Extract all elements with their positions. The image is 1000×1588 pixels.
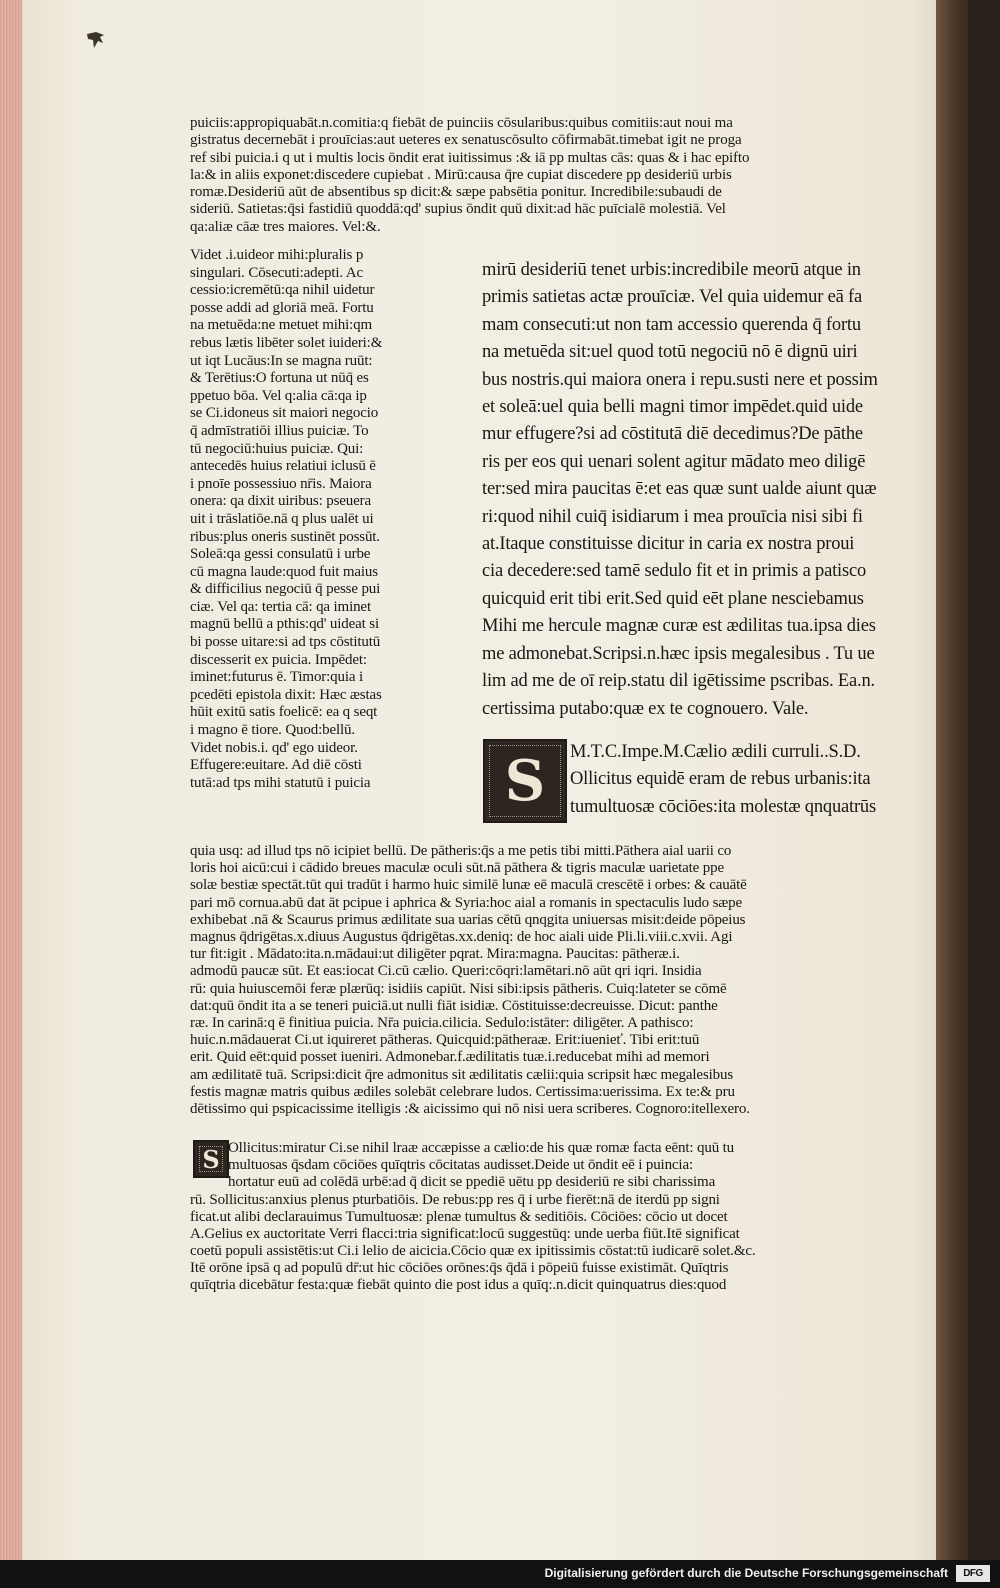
text-line: cessio:icremētū:qa nihil uidetur bbox=[190, 282, 375, 299]
text-line: coetū populi assistētis:ut Ci.i lelio de aicicia.Cōcio quæ ex ipitissimis cōstat:tū iudicarē solet.&c. bbox=[190, 1243, 756, 1259]
text-line: singulari. Cōsecuti:adepti. Ac bbox=[190, 264, 363, 281]
decorated-initial bbox=[483, 739, 567, 823]
text-line: Itē orōne ipsā q ad populū dr̄:ut hic cōciōes orōnes:q̄s q̄dā i pōpeiū fuisse existimāt. Quīqtris bbox=[190, 1260, 729, 1277]
text-line: uit i trāslatiōe.nā q plus ualēt ui bbox=[190, 510, 374, 527]
text-line: i magno ē tiore. Quod:bellū. bbox=[190, 722, 355, 739]
text-line: huic.n.mādauerat Ci.ut iquireret pātheras. Quicquid:pātheraæ. Erit:iuenieť. Tibi erit:tuū bbox=[190, 1032, 700, 1049]
letter-main-text bbox=[482, 257, 878, 723]
text-line: ciæ. Vel qa: tertia cā: qa iminet bbox=[190, 598, 371, 615]
text-line: me admonebat.Scripsi.n.hæc ipsis megalesibus . Tu ue bbox=[482, 643, 875, 664]
text-line: Videt .i.uideor mihi:pluralis p bbox=[190, 247, 364, 263]
text-line: ræ. In carinā:q ē finitiua puicia. Nr̄a puicia.cilicia. Sedulo:istāter: diligēter. A pathisco: bbox=[190, 1015, 694, 1032]
commentary-bottom-block bbox=[190, 843, 750, 1118]
text-line: et soleā:uel quia belli magni timor impēdet.quid uide bbox=[482, 397, 863, 418]
text-line: pari mō cornua.abū dat āt pcipue i aphrica & Syria:hoc aial a romanis in spectaculis ludo sæpe bbox=[190, 894, 742, 911]
text-line: lim ad me de oī reip.statu dil igētissime pscribas. Ea.n. bbox=[482, 671, 875, 692]
text-line: discesserit ex puicia. Impēdet: bbox=[190, 651, 367, 668]
text-line: certissima putabo:quæ ex te cognouero. Vale. bbox=[482, 698, 809, 719]
text-line: bi posse uitare:si ad tps cōstitutū bbox=[190, 634, 381, 651]
text-line: ter:sed mira paucitas ē:et eas quæ sunt ualde aiunt quæ bbox=[482, 479, 877, 500]
text-line: erit. Quid eēt:quid posset iueniri. Admonebar.f.ædilitatis tuæ.i.reducebat mihi ad memori bbox=[190, 1049, 710, 1066]
text-line: magnus q̄drigētas.x.diuus Augustus q̄drigētas.xx.deniq: de hoc aiali uide Pli.li.viii.c.xvii. Agi bbox=[190, 929, 733, 946]
footer-credit: Digitalisierung gefördert durch die Deutsche Forschungsgemeinschaft bbox=[544, 1566, 948, 1580]
text-line: ref sibi puicia.i q ut i multis locis ōndit erat iuitissimus :& iā pp multas cās: quas & i hac epifto bbox=[190, 149, 750, 166]
text-line: antecedēs huius relatiui iclusū ē bbox=[190, 458, 376, 475]
text-line: na metuēda sit:uel quod totū negociū nō ē dignū uiri bbox=[482, 342, 858, 363]
commentary-left-column bbox=[190, 247, 382, 792]
commentary-top-block bbox=[190, 115, 749, 236]
commentary-second-letter bbox=[190, 1140, 740, 1243]
text-line: pcedēti epistola dixit: Hæc æstas bbox=[190, 686, 382, 703]
text-line: Ollicitus equidē eram de rebus urbanis:ita bbox=[570, 769, 871, 790]
text-line: rū. Sollicitus:anxius plenus pturbatiōis. De rebus:pp res q̄ i urbe fierēt:nā de iterdū pp signi bbox=[190, 1191, 720, 1208]
text-line: qa:aliæ cāæ tres maiores. Vel:&. bbox=[190, 218, 381, 235]
text-line: cia decedere:sed tamē sedulo fit et in primis a patisco bbox=[482, 561, 867, 582]
text-line: ri:quod nihil cuiq̄ isidiarum i mea prouīcia nisi sibi fi bbox=[482, 506, 863, 527]
text-line: la:& in aliis exponet:discedere cupiebat . Mirū:causa q̄re cupiat discedere pp desideriū urbis bbox=[190, 166, 732, 183]
text-line: ribus:plus oneris sustinēt possūt. bbox=[190, 528, 380, 545]
text-line: loris hoi aicū:cui i cādido breues maculæ oculi sūt.nā pāthera & tigris maculæ uarietate ppe bbox=[190, 860, 724, 877]
text-line: cū magna laude:quod fuit maius bbox=[190, 563, 378, 580]
text-line: sideriū. Satietas:q̄si fastidiū quoddā:qd' supius ōndit quū dixit:ad hāc puīcialē molestiā. Vel bbox=[190, 201, 726, 218]
decorated-initial-small bbox=[193, 1140, 229, 1178]
text-line: Mihi me hercule magnæ curæ est ædilitas tua.ipsa dies bbox=[482, 616, 876, 637]
text-line: i pnoīe possessiuo nr̄is. Maiora bbox=[190, 475, 372, 492]
dfg-logo: DFG bbox=[956, 1565, 990, 1582]
text-line: onera: qa dixit uiribus: pseuera bbox=[190, 493, 371, 510]
commentary-tail bbox=[190, 1243, 755, 1295]
text-line: & difficilius negociū q̄ pesse pui bbox=[190, 581, 381, 598]
text-line: festis magnæ matris quibus ædiles solebāt celebrare ludos. Certissima:uerissima. Ex te:& pru bbox=[190, 1083, 735, 1100]
text-line: admodū paucæ sūt. Et eas:iocat Ci.cū cælio. Queri:cōqri:lamētari.nō aūt qri iqri. Insidia bbox=[190, 963, 702, 980]
text-line: bus nostris.qui maiora onera i repu.susti nere et possim bbox=[482, 369, 878, 390]
text-line: multuosas q̄sdam cōciōes quīqtris cōcitatas audisset.Deide ut ōndit eē i puincia: bbox=[228, 1157, 693, 1174]
text-line: Soleā:qa gessi consulatū i urbe bbox=[190, 546, 371, 563]
text-line: ut iqt Lucāus:In se magna ruūt: bbox=[190, 352, 373, 369]
text-line: am ædilitatē tuā. Scripsi:dicit q̄re admonitus sit ædilitatis cælii:quia scripsit hæc megalesibus bbox=[190, 1066, 734, 1083]
text-line: se Ci.idoneus sit maiori negocio bbox=[190, 405, 379, 422]
text-line: mur effugere?si ad cōstitutā diē decedimus?De pāthe bbox=[482, 424, 863, 445]
text-line: tutā:ad tps mihi statutū i puicia bbox=[190, 774, 371, 791]
text-line: Effugere:euitare. Ad diē cōsti bbox=[190, 757, 362, 774]
text-line: gistratus decernebāt i prouīcias:aut ueteres ex senatuscōsulto cōfirmabāt.timebat igit ne proga bbox=[190, 132, 742, 149]
letter-heading: M.T.C.Impe.M.Cælio ædili curruli..S.D. bbox=[570, 742, 861, 762]
initial-letter: S bbox=[504, 748, 546, 814]
text-line: quia usq: ad illud tps nō icipiet bellū. De pātheris:q̄s a me petis tibi mitti.Pāthera aial uarii co bbox=[190, 843, 732, 859]
text-line: rebus lætis libēter solet iuideri:& bbox=[190, 334, 383, 351]
ink-mark-icon bbox=[84, 28, 110, 52]
text-line: dat:quū ōndit ita a se teneri puiciā.ut nulli fiāt isidiæ. Cōstituisse:decreuisse. Dicut: panthe bbox=[190, 997, 718, 1014]
text-line: at.Itaque constituisse dicitur in caria ex nostra proui bbox=[482, 534, 855, 555]
text-line: Ollicitus:miratur Ci.se nihil lraæ accæpisse a cælio:de his quæ romæ facta eēnt: quū tu bbox=[228, 1140, 735, 1156]
text-line: posse addi ad gloriā meā. Fortu bbox=[190, 299, 374, 316]
text-line: quīqtria dicebātur festa:quæ fiebāt quinto die post idus a quīq:.n.dicit quinquatrus dies:quod bbox=[190, 1277, 727, 1294]
text-line: quicquid erit tibi erit.Sed quid eēt plane nesciebamus bbox=[482, 588, 864, 609]
letter-heading-block bbox=[570, 739, 876, 821]
text-line: magnū bellū a pthis:qd' uideat si bbox=[190, 616, 379, 633]
text-line: tū negociū:huius puiciæ. Qui: bbox=[190, 440, 364, 457]
page-edge-left bbox=[0, 0, 22, 1560]
text-line: primis satietas actæ prouīciæ. Vel quia uidemur eā fa bbox=[482, 287, 863, 308]
text-line: hortatur euū ad colēdā urbē:ad q̄ dicit se ppediē uētu pp desideriū re sibi charissima bbox=[228, 1174, 716, 1191]
text-line: rū: quia huiuscemōi feræ plærūq: isidiis capiūt. Nisi sibi:ipsis pātheris. Cuiq:lateter se cōmē bbox=[190, 980, 727, 997]
text-line: exhibebat .nā & Scaurus primus ædilitate sua uarias cētū qnqgita uniuersas misit:deide pōpeius bbox=[190, 911, 746, 928]
text-line: tur fit:igit . Mādato:ita.n.mādaui:ut diligēter pqrat. Mira:magna. Paucitas: pātheræ.i. bbox=[190, 946, 680, 963]
text-line: na metuēda:ne metuet mihi:qm bbox=[190, 317, 372, 334]
text-line: romæ.Desideriū aūt de absentibus sp dicit:& sæpe pabsētia ponitur. Incredibile:subaudi de bbox=[190, 184, 722, 201]
text-line: hūit exitū satis foelicē: ea q seqt bbox=[190, 704, 378, 721]
text-line: mirū desideriū tenet urbis:incredibile meorū atque in bbox=[482, 260, 861, 280]
text-line: q̄ admīstratiōi illius puiciæ. To bbox=[190, 422, 369, 439]
text-line: A.Gelius ex auctoritate Verri flacci:tria significat:locū suggestūq: unde uerba fiūt.Itē significat bbox=[190, 1226, 740, 1243]
text-line: mam consecuti:ut non tam accessio querenda q̄ fortu bbox=[482, 314, 861, 335]
text-line: solæ bestiæ spectāt.tūt qui tradūt i harmo huic similē lunæ eē maculā crescētē i orbes: & cauātē bbox=[190, 877, 747, 894]
text-line: iminet:futurus ē. Timor:quia i bbox=[190, 669, 364, 686]
text-line: puiciis:appropiquabāt.n.comitia:q fiebāt de puinciis cōsularibus:quibus comitiis:aut noui ma bbox=[190, 115, 733, 131]
book-gutter bbox=[936, 0, 968, 1560]
text-line: ris per eos qui uenari solent agitur mādato meo diligē bbox=[482, 451, 866, 472]
text-line: ppetuo bōa. Vel q:alia cā:qa ip bbox=[190, 387, 367, 404]
text-line: dētissimo qui pspicacissime itelligis :& aicissimo qui nō nisi uera scriberes. Cognoro:itellexero. bbox=[190, 1101, 750, 1118]
text-line: ficat.ut alibi declarauimus Tumultuosæ: plenæ tumultus & seditiōis. Cōciōes: cōcio ut docet bbox=[190, 1208, 728, 1225]
text-line: Videt nobis.i. qd' ego uideor. bbox=[190, 739, 358, 756]
text-line: tumultuosæ cōciōes:ita molestæ qnquatrūs bbox=[570, 796, 876, 817]
initial-letter: S bbox=[202, 1144, 220, 1174]
text-line: & Terētius:O fortuna ut nūq̄ es bbox=[190, 370, 369, 387]
